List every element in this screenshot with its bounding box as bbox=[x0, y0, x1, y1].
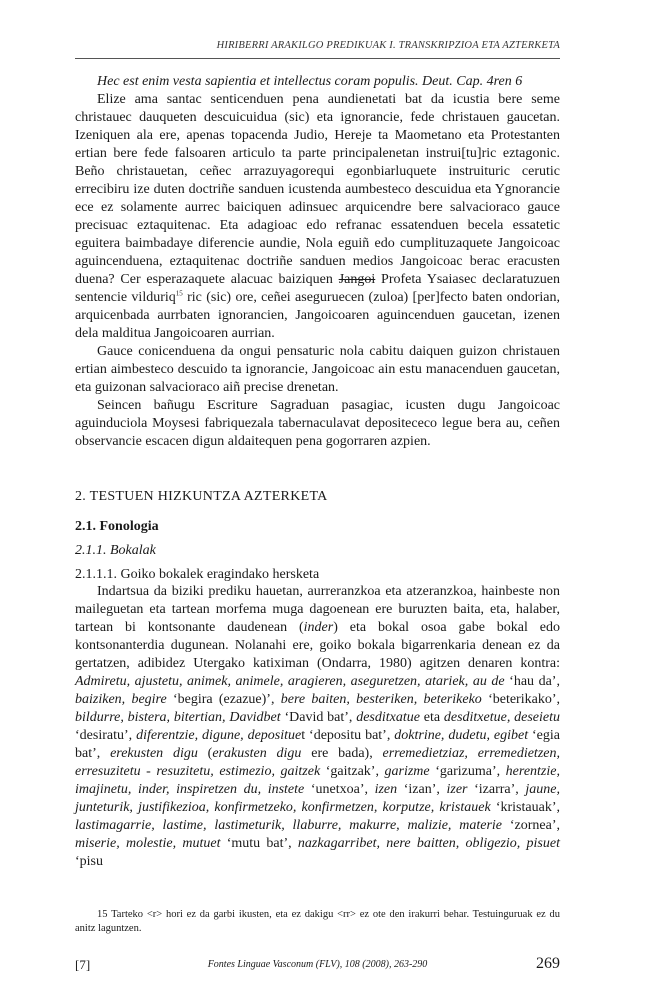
analysis-body bbox=[75, 583, 560, 871]
example-list: erremedietziaz, erremedietzen, erresuzitetu - resuzitetu, estimezio, gaitzek bbox=[75, 746, 560, 779]
analysis-paragraph bbox=[75, 583, 560, 871]
example-list: baiziken, begire bbox=[75, 692, 167, 707]
gloss: ‘garizuma’, bbox=[429, 764, 506, 779]
gloss: ‘mutu bat’, bbox=[220, 836, 298, 851]
example-list: desditxatue bbox=[356, 710, 420, 725]
example-list: jaune, junteturik, justifikezioa, konfirmetzeko, konfirmetzen, korputze, kristauek bbox=[75, 782, 560, 815]
gloss: ‘desiratu’, bbox=[75, 728, 137, 743]
gloss: ‘egia bat’, bbox=[75, 728, 560, 761]
example-list: izen bbox=[374, 782, 398, 797]
section-heading: 2. TESTUEN HIZKUNTZA AZTERKETA bbox=[75, 489, 328, 504]
example-list: garizme bbox=[384, 764, 430, 779]
paragraph-1 bbox=[75, 91, 560, 343]
example-list: izer bbox=[446, 782, 468, 797]
example-list: Admiretu, ajustetu, animek, animele, aragieren, aseguretzen, atariek, au de bbox=[75, 674, 505, 689]
example-list: nazkagarribet, nere baitten, obligezio, pisuet bbox=[297, 836, 560, 851]
text-run: ) eta bokal osoa gabe bokal edo kontsonanterdia dugunean. Nolanahi ere, goiko bokala bigarrenkaria denean ez da gertatzen, adibidez Utergako katiximan (Ondarra, 1980) agitzen denaren kontra: bbox=[75, 620, 560, 671]
footer-folio: [7] bbox=[75, 957, 91, 972]
subsection-heading: 2.1. Fonologia bbox=[75, 519, 159, 534]
latin-epigraph: Hec est enim vesta sapientia et intellectus coram populis. Deut. Cap. 4ren 6 bbox=[97, 74, 523, 89]
example-list: erakusten digu bbox=[212, 746, 302, 761]
example-list: bere baiten, besteriken, beterikeko bbox=[280, 692, 482, 707]
running-head: HIRIBERRI ARAKILGO PREDIKUAK I. TRANSKRIPZIOA ETA AZTERKETA bbox=[216, 40, 560, 51]
example-list: desditxetue, deseietu bbox=[443, 710, 560, 725]
footnote-marker[interactable]: 15 bbox=[175, 289, 183, 298]
gloss: ‘begira (ezazue)’, bbox=[166, 692, 281, 707]
gloss: ‘hau da’, bbox=[504, 674, 560, 689]
transcription-body bbox=[75, 73, 560, 451]
page-footer bbox=[75, 955, 560, 975]
gloss: ‘beterikako’, bbox=[481, 692, 560, 707]
footer-citation: Fontes Linguae Vasconum (FLV), 108 (2008), 263-290 bbox=[207, 959, 428, 970]
para1-text-b: Profeta Ysaiasec declaratuzuen sentencie vilduriq bbox=[75, 272, 561, 305]
gloss: ‘izan’, bbox=[397, 782, 447, 797]
footnote-text: 15 Tarteko <r> hori ez da garbi ikusten, eta ez dakigu <rr> ez ote den irakurri behar. Testuinguruak ez du anitz laguntzen. bbox=[75, 909, 560, 934]
example-list: bildurre, bistera, bitertian, Davidbet bbox=[75, 710, 281, 725]
gloss: ere bada), bbox=[301, 746, 383, 761]
paragraph-3: Seincen bañugu Escriture Sagraduan pasagiac, icusten dugu Jangoicoac aguinduciola Moysesi fabriquezala tabernaculavat depositececo legue bera au, ceñen observancie escacen digun aldaitequen pena gogorraren azpien. bbox=[75, 398, 560, 449]
gloss: ‘izarra’, bbox=[467, 782, 526, 797]
gloss: ‘zornea’, bbox=[502, 818, 560, 833]
gloss: ‘David bat’, bbox=[280, 710, 357, 725]
text-run: Indartsua da biziki prediku hauetan, aurreranzkoa eta atzeranzkoa, hainbeste non maileguetan eta tartean morfema muga dagoenean ere buruzten baita, eta, halaber, tartean bi kontsonante daudenean ( bbox=[75, 584, 560, 635]
subsubsection-heading: 2.1.1. Bokalak bbox=[75, 543, 156, 558]
example-word: inder bbox=[303, 620, 334, 635]
example-list: erekusten digu bbox=[110, 746, 198, 761]
gloss: ‘kristauak’, bbox=[490, 800, 560, 815]
page-number: 269 bbox=[536, 955, 560, 972]
gloss: ‘gaitzak’, bbox=[320, 764, 385, 779]
example-list: herentzie, imajinetu, inder, inspiretzen du, instete bbox=[75, 764, 560, 797]
level4-heading: 2.1.1.1. Goiko bokalek eragindako hersketa bbox=[75, 567, 320, 582]
gloss: eta bbox=[419, 710, 444, 725]
header-rule bbox=[75, 58, 560, 59]
gloss: ‘unetxoa’, bbox=[304, 782, 375, 797]
gloss: t ‘depositu bat’, bbox=[301, 728, 395, 743]
gloss: ( bbox=[197, 746, 213, 761]
example-list: lastimagarrie, lastime, lastimeturik, llaburre, makurre, malizie, materie bbox=[75, 818, 503, 833]
gloss: ‘pisu bbox=[75, 854, 103, 869]
para1-text-a: Elize ama santac senticenduen pena aundienetati bat da icustia bere seme christauec dauqueten descuicuidua (sic) eta ignorancie, fede christauen gaucetan. Izeniquen ala ere, apenas topacenda Judio, Hereje ta Maometano eta Protestanten ertian bere fede falsoaren articulo ta parte principalenetan instrui[tu]ric eztagonic. Beño christauetan, ceñec arrazuyagorequi egonbiarluquete instruituric cerutic errecibiru ize duten doctriñe sanduen icustenda aumbesteco descuidua eta Ygnorancie ece ez solamente aurrec baiciquen adinsuec arquicendre bere salvacioraco gauce precisuac eztaquitenac. Eta adagioac edo refranac essatenduen becela essatetic eguitera baimbadaye diferencie aundie, Nola eguiñ edo cumplituzaquete Jangoicoac aguincenduena, eztaquitenac doctriñe sanduen medios Jangoicoac berac eracusten duena? Cer esperazaquete alacuac baiziquen bbox=[75, 92, 560, 287]
example-list: doktrine, dudetu, egibet bbox=[394, 728, 529, 743]
paragraph-2: Gauce conicenduena da ongui pensaturic nola cabitu daiquen guizon christauen ertian aimbesteco descuido ta ignorancie, Jangoicoac ain estu manacenduen gaucetan, eta guizonan salvacioraco aiñ precise drenetan. bbox=[75, 344, 560, 395]
example-list: diferentzie, digune, depositue bbox=[136, 728, 302, 743]
struck-word: Jangoi bbox=[338, 272, 376, 287]
footnote bbox=[75, 908, 560, 936]
para1-text-c: ric (sic) ore, ceñei aseguruecen (zuloa) [per]fecto baten ondorian, arquicenbada aurrbaten ignorancien, Jangoicoaren aguincenduen gaucetan, izenen dela malditua Jangoicoaren aurrian. bbox=[75, 290, 560, 341]
example-list: miserie, molestie, mutuet bbox=[75, 836, 221, 851]
